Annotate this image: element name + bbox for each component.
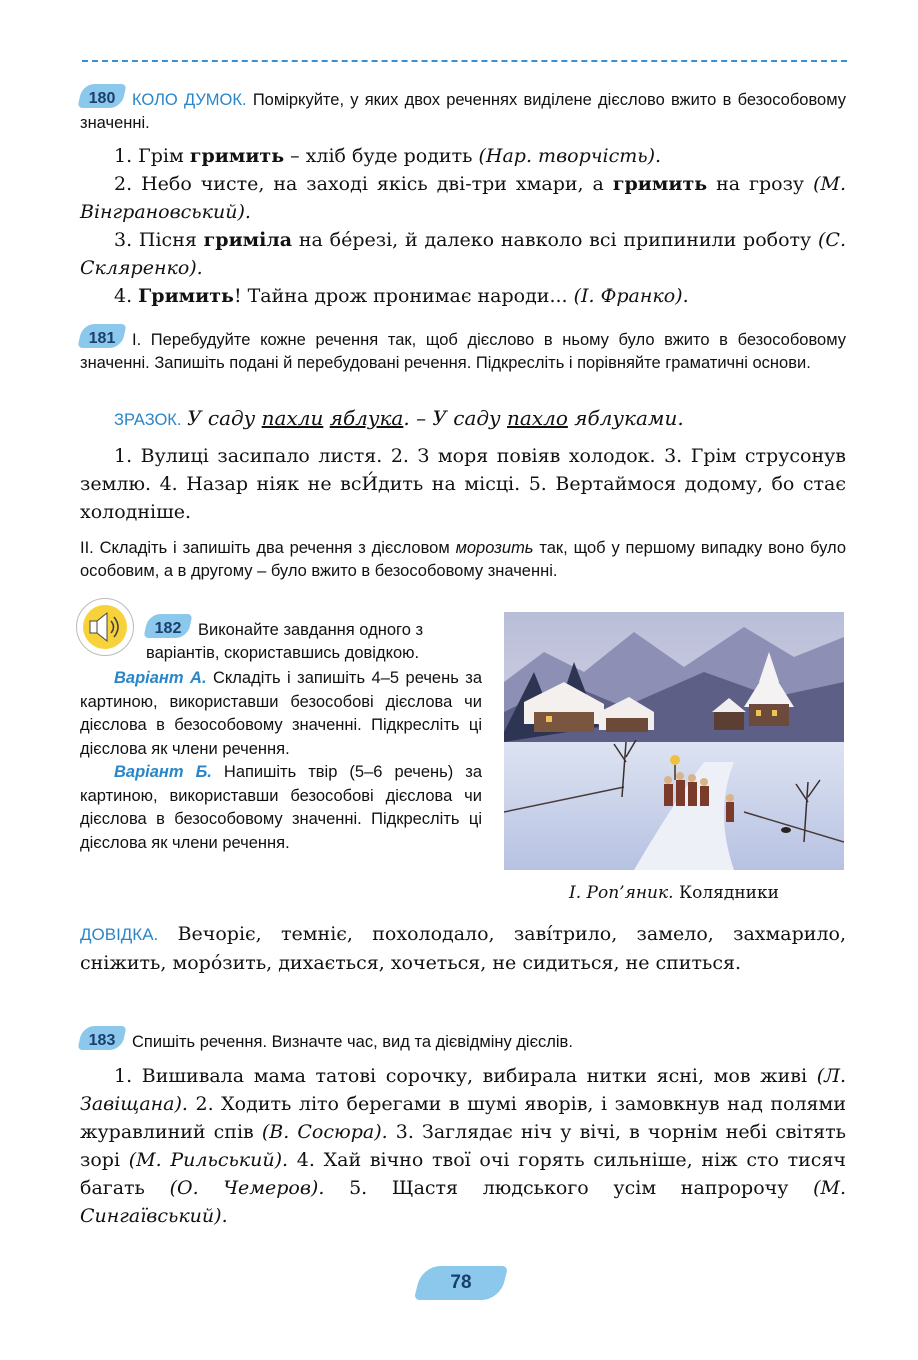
exercise-badge: 180 [80,84,124,108]
speaker-icon [77,599,133,655]
variant-a: Варіант А. Складіть і запишіть 4–5 речень за картиною, використавши безособові дієслова чи дієслова в безособовому значенні. Підкресліть ці дієслова як члени речення. [80,669,483,758]
sentence-4: 4. Гримить! Тайна дрож пронимає народи... (І. Франко). [114,285,689,307]
page-number: 78 [418,1266,504,1300]
exercise-182-instruction: 182 Виконайте завдання одного з варіантів, скориставшись довідкою. [146,614,482,665]
section-label: КОЛО ДУМОК. [132,91,247,109]
sentence-1: 1. Грім гримить – хліб буде родить (Нар. творчість). [114,145,662,167]
audio-button[interactable] [76,598,134,656]
exercise-183-text: 1. Вишивала мама татові сорочку, вибирала нитки ясні, мов живі (Л. Завіщана). 2. Ходить літо берегами в шумі яворів, і замовкнув над полями журавлиний спів (В. Сосюра). 3. Заглядає ніч у вічі, в чорнім небі світять зорі (М. Рильський). 4. Хай вічно твої очі горять сильніше, ніж сто тисяч багать (О. Чемеров). 5. Щастя людського усім напророчу (М. Сингаївський). [80,1065,847,1227]
exercise-180-sentences [80,142,846,310]
exercise-183-instruction: 183 Спишіть речення. Визначте час, вид та дієвідміну дієслів. [80,1026,846,1054]
sentence-2: 2. Небо чисте, на заході якісь дві-три хмари, а гримить на грозу (М. Вінграновський). [80,173,846,223]
exercise-181-text: 1. Вулиці засипало листя. 2. З моря повіяв холодок. 3. Грім струсонув землю. 4. Назар ніяк не всИ́дить на місці. 5. Вертаймося додому, бо стає холодніше. [80,445,846,523]
exercise-182-variants [80,667,482,855]
painting-koliadnyky [504,612,844,870]
exercise-badge: 183 [80,1026,124,1050]
variant-b: Варіант Б. Напишіть твір (5–6 речень) за картиною, використавши безособові дієслова чи дієслова в безособовому значенні. Підкресліть ці дієслова як члени речення. [80,763,483,852]
painting-caption: І. Роп’яник. Колядники [569,883,779,903]
exercise-180-instruction: 180 КОЛО ДУМОК. Поміркуйте, у яких двох реченнях виділене дієслово вжито в безособовому значенні. [80,84,846,135]
exercise-badge: 182 [146,614,190,638]
exercise-181-sample: ЗРАЗОК. У саду пахли яблука. – У саду пахло яблуками. [114,406,684,430]
top-divider [82,60,847,62]
exercise-181-part2: ІІ. Складіть і запишіть два речення з дієсловом морозить так, щоб у першому випадку воно було особовим, а в другому – було вжито в безособовому значенні. [80,539,846,580]
reference-box: ДОВІДКА. Вечоріє, темніє, похолодало, заві́трило, замело, захмарило, сніжить, моро́зить, дихається, хочеться, не сидиться, не спиться. [80,923,846,974]
sentence-3: 3. Пісня гриміла на бе́резі, й далеко навколо всі припинили роботу (С. Скляренко). [80,229,846,279]
exercise-181-instruction: 181 І. Перебудуйте кожне речення так, щоб дієслово в ньому було вжито в безособовому значенні. Запишіть подані й перебудовані речення. Підкресліть і порівняйте граматичні основи. [80,324,846,375]
exercise-badge: 181 [80,324,124,348]
